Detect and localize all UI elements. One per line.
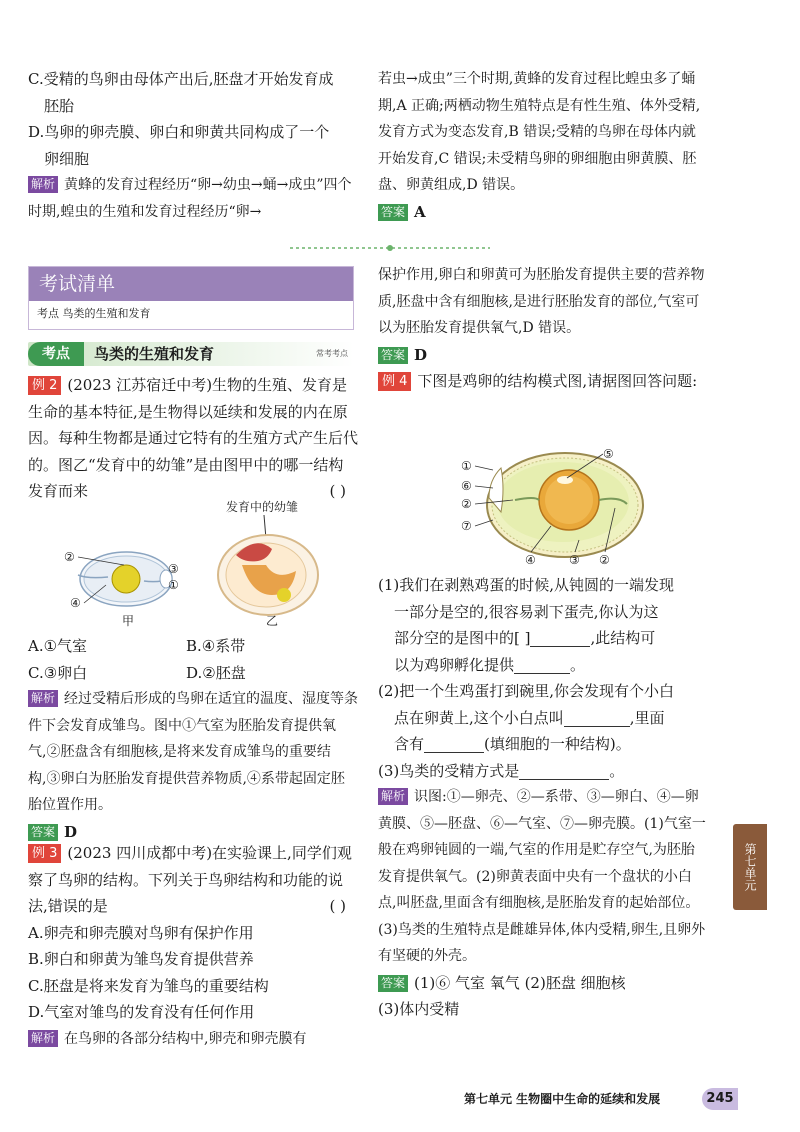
egg-label-2-right: ② [599,553,610,567]
ex3-analysis-text: 在鸟卵的各部分结构中,卵壳和卵壳膜有 [64,1030,307,1047]
ex4-analysis-text: 识图:①—卵壳、②—系带、③—卵白、④—卵黄膜、⑤—胚盘、⑥—气室、⑦—卵壳膜。(1)气室一般在鸡卵钝圆的一端,气室的作用是贮存空气,为胚胎发育提供氧气。(2)卵黄表面中央有一个盘状的小白点,叫胚盘,里面含有细胞核,是胚胎发育的起始部位。(3)鸟类的生殖特点是雌雄异体,体内受精,卵生,且卵外有坚硬的外壳。 [378,789,706,964]
label-2: ② [64,550,75,564]
ex4-q1-text-c: 以为鸡卵孵化提供 [394,655,515,674]
ex2-tag: 例 2 [28,376,61,395]
ex4-q1-line4 [378,652,708,679]
egg-jia [64,550,179,628]
topic-bar [28,342,354,366]
ex4-q3-line1 [378,758,708,785]
ex2-analysis [28,686,358,819]
ex4-tag: 例 4 [378,372,411,391]
egg-label-6: ⑥ [461,479,472,493]
analysis-ex1-cont: 若虫→成虫”三个时期,黄蜂的发育过程比蝗虫多了蛹期,A 正确;两栖动物生殖特点是有性生殖、体外受精,发育方式为变态发育,B 错误;受精的鸟卵在母体内就开始发育,C 错误;未受精鸟卵的卵细胞由卵黄膜、胚盘、卵黄组成,D 错误。 [378,71,701,193]
ex2-answer-tag: 答案 [28,824,58,841]
analysis-text: 黄蜂的发育过程经历“卵→幼虫→蛹→成虫”四个时期,蝗虫的生殖和发育过程经历“卵→ [28,177,352,220]
egg-label-4: ④ [525,553,536,567]
topic-label: 考点 [28,342,84,366]
ex3-opt-a: A.卵壳和卵壳膜对鸟卵有保护作用 [28,923,254,942]
option-c-top: C.受精的鸟卵由母体产出后,胚盘才开始发育成 [28,70,334,88]
ex4-q1-text-a: 部分空的是图中的[ ] [394,629,531,647]
ex3-analysis-tag: 解析 [28,1030,58,1047]
ex2-analysis-tag: 解析 [28,690,58,707]
ex2-analysis-text: 经过受精后形成的鸟卵在适宜的温度、湿度等条件下会发育成雏鸟。图中①气室为胚胎发育提供氧气,②胚盘含有细胞核,是将来发育成雏鸟的重要结构,③卵白为胚胎发育提供营养物质,④系带起固定胚胎位置作用。 [28,691,359,813]
ex4-q1-line3 [378,625,708,652]
ex2-answer-paren: ( ) [329,482,346,500]
ex2-stem-text: (2023 江苏宿迁中考)生物的生殖、发育是生命的基本特征,是生物得以延续和发展的内在原因。每种生物都是通过它特有的生殖方式产生后代的。图乙“发育中的幼雏”是由图甲中的哪一结构发育而来 [28,376,359,500]
section-divider [290,245,490,251]
ex3-opt-d: D.气室对雏鸟的发育没有任何作用 [28,1003,255,1021]
unit-side-tab: 第七单元 [733,824,767,910]
ex4-q2-text-d: (填细胞的一种结构)。 [484,735,631,753]
exam-checklist-title: 考试清单 [29,267,353,301]
egg-label-5: ⑤ [603,447,614,461]
ex2-opt-c: C.③卵白 [28,663,88,682]
egg-label-2-left: ② [461,497,472,511]
ex4-q1-text-b: ,此结构可 [590,629,656,647]
ex4-q1-text-d: 。 [570,655,586,674]
ex2-figure [60,495,340,630]
answer-value: A [414,202,426,221]
egg-label-1: ① [461,459,472,473]
egg-label-3: ③ [569,553,580,567]
option-c-top-cont: 胚胎 [44,96,75,115]
ex4-q2-blank-1[interactable] [564,709,630,727]
ex4-questions [378,572,708,1023]
ex4-answer-2: (3)体内受精 [378,1000,460,1018]
answer-ex1 [378,199,708,226]
ex4-analysis [378,784,708,970]
ex2-options-row1 [28,633,358,660]
exam-checklist-box [28,266,354,330]
ex4-stem [378,368,708,395]
footer-title: 第七单元 生物圈中生命的延续和发展 [464,1092,661,1106]
ex4-q2-line2 [378,705,708,732]
exam-checklist-sub: 考点 鸟类的生殖和发育 [37,307,151,320]
ex3-stem-text: (2023 四川成都中考)在实验课上,同学们观察了鸟卵的结构。下列关于鸟卵结构和功能的说法,错误的是 [28,844,352,915]
ex4-q2-blank-2[interactable] [424,735,484,753]
ex2-options [28,633,358,845]
page-number: 245 [702,1088,738,1110]
ex4-q3-text-a: (3)鸟类的受精方式是 [378,761,520,780]
ex4-q1-line1: (1)我们在剥熟鸡蛋的时候,从钝圆的一端发现 [378,576,675,594]
ex4-q3-text-b: 。 [609,761,625,780]
ex3-analysis [28,1026,358,1053]
example-2 [28,372,358,505]
ex4-answer-1 [378,970,708,997]
analysis-ex1 [28,172,364,225]
ex2-opt-a: A.①气室 [28,637,88,655]
analysis-tag: 解析 [28,176,58,193]
example-3 [28,840,358,1052]
ex3-tag: 例 3 [28,844,61,863]
fig-yi-label: 乙 [266,614,279,628]
ex4-analysis-tag: 解析 [378,788,408,805]
ex4-egg-figure [455,440,685,570]
ex3-opt-c: C.胚盘是将来发育为雏鸟的重要结构 [28,976,269,995]
ex3-stem [28,840,358,920]
ex4-q2-line1: (2)把一个生鸡蛋打到碗里,你会发现有个小白 [378,682,675,700]
label-4: ④ [70,596,81,610]
ex3-analysis-cont: 保护作用,卵白和卵黄可为胚胎发育提供主要的营养物质,胚盘中含有细胞核,是进行胚胎发育的部位,气室可以为胚胎发育提供氧气,D 错误。 [378,267,705,336]
egg-yi [218,535,318,628]
ex4-answer-text-1: (1)⑥ 气室 氧气 (2)胚盘 细胞核 [414,973,626,992]
fig-jia-label: 甲 [122,614,135,628]
right-mid [378,262,708,395]
ex3-answer-value: D [414,345,428,364]
ex2-opt-d: D.②胚盘 [186,663,246,682]
ex4-q1-line2: 一部分是空的,很容易剥下蛋壳,你认为这 [394,602,659,621]
ex2-answer-value: D [64,822,78,841]
topic-title: 鸟类的生殖和发育 [94,345,215,363]
option-d-top: D.鸟卵的卵壳膜、卵白和卵黄共同构成了一个 [28,123,330,141]
ex4-stem-text: 下图是鸡卵的结构模式图,请据图回答问题: [417,372,698,390]
ex4-q1-blank-1[interactable] [530,629,590,647]
label-1: ① [168,578,179,592]
ex4-q2-line3 [378,731,708,758]
ex3-opt-b: B.卵白和卵黄为雏鸟发育提供营养 [28,950,254,968]
ex3-answer-tag: 答案 [378,347,408,364]
option-d-top-cont: 卵细胞 [44,149,90,168]
ex4-q3-blank[interactable] [519,762,609,780]
answer-tag: 答案 [378,204,408,221]
ex4-answer-tag: 答案 [378,975,408,992]
fig-caption: 发育中的幼雏 [226,500,299,514]
ex4-q2-text-b: ,里面 [629,708,665,727]
egg-label-7: ⑦ [461,519,472,533]
ex2-stem [28,372,358,505]
ex3-answer [378,342,708,369]
ex4-q1-blank-2[interactable] [514,656,570,674]
ex4-q2-text-a: 点在卵黄上,这个小白点叫 [394,708,564,727]
ex4-q2-text-c: 含有 [394,735,425,753]
label-3: ③ [168,562,179,576]
ex3-answer-paren: ( ) [329,897,346,915]
ex2-options-row2 [28,660,358,687]
ex2-opt-b: B.④系带 [186,637,246,655]
topic-frequency-tag: 常考考点 [316,349,348,358]
